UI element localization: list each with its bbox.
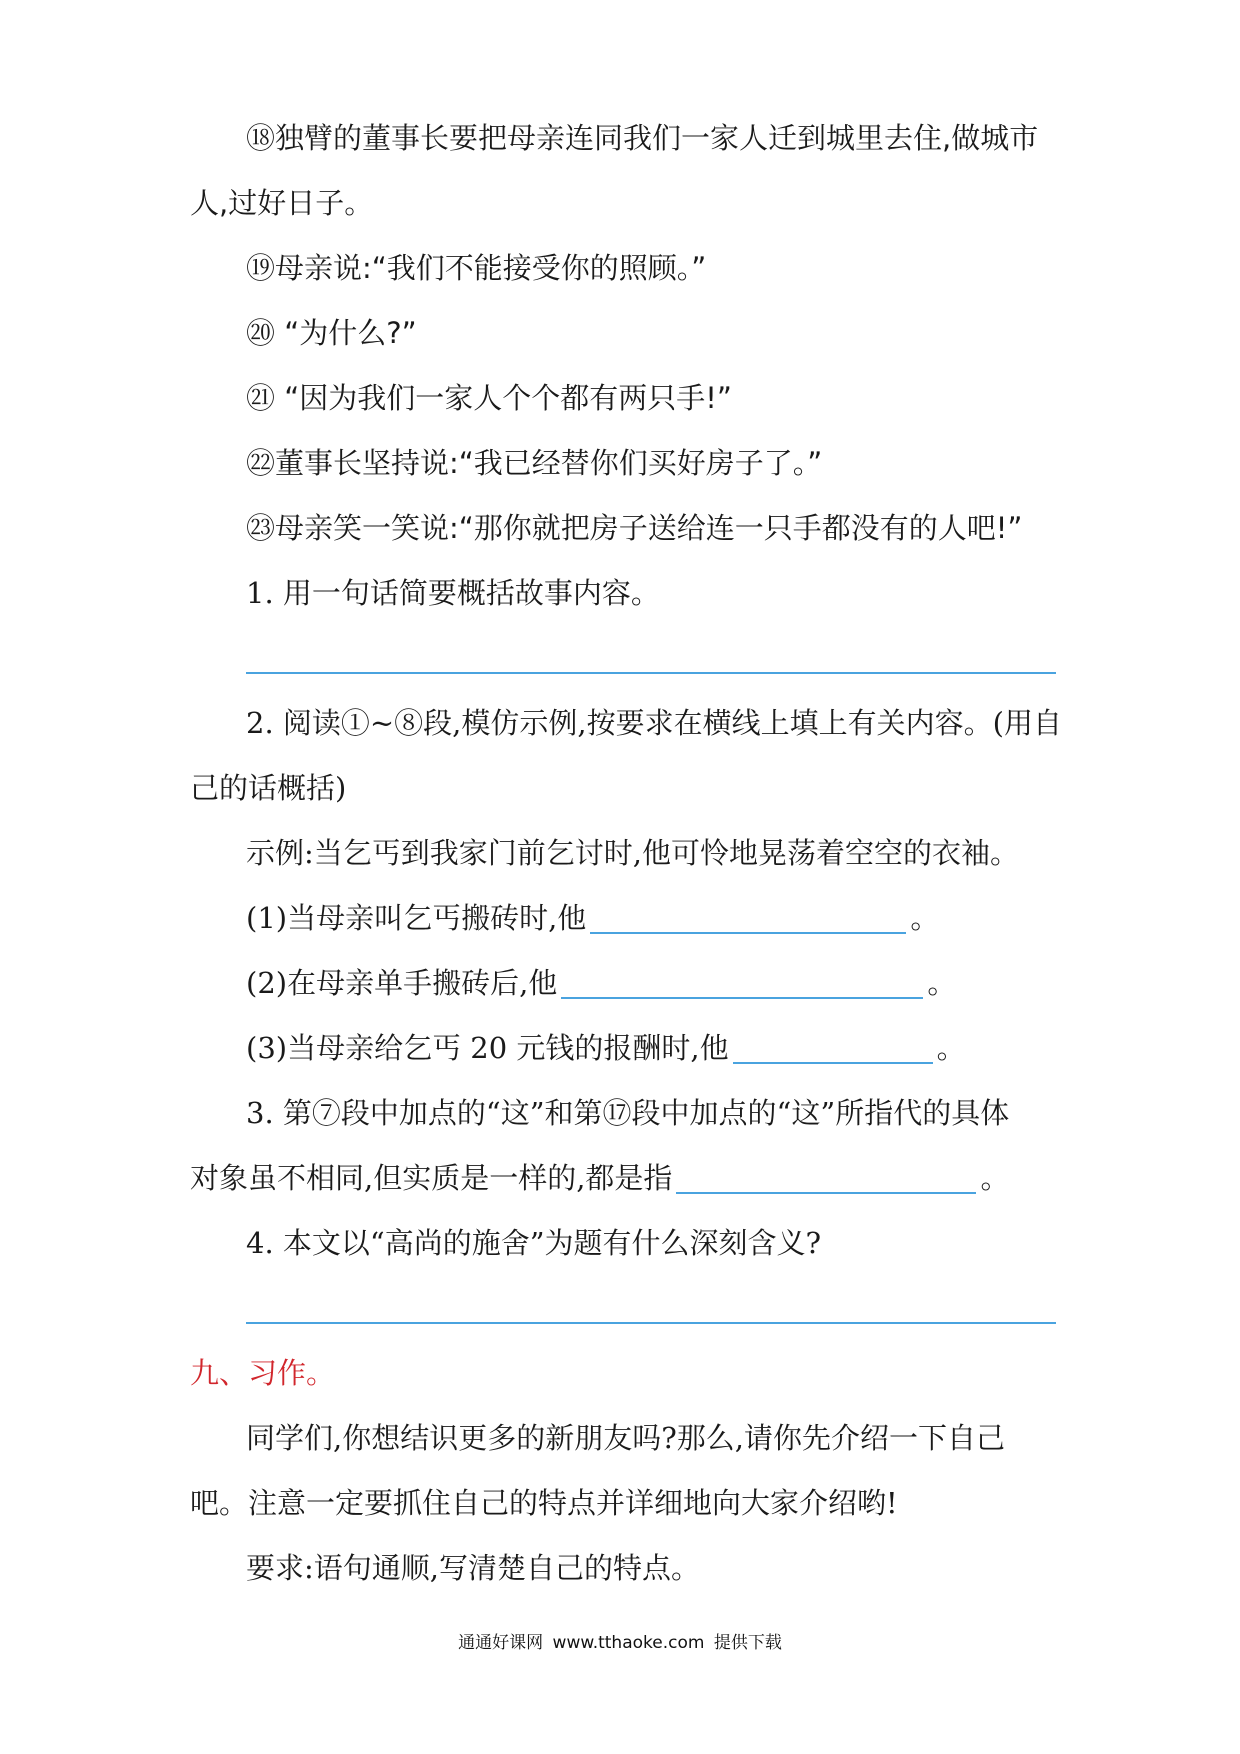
question-2-3-blank[interactable]	[733, 1032, 933, 1064]
question-2-3-period: 。	[936, 1031, 966, 1065]
question-2-1-prefix: (1)当母亲叫乞丐搬砖时,他	[246, 901, 587, 935]
question-3-period: 。	[980, 1161, 1010, 1195]
question-3-line-2	[190, 1158, 1009, 1198]
question-2-3-prefix: (3)当母亲给乞丐 20 元钱的报酬时,他	[246, 1031, 729, 1065]
question-2-2-period: 。	[927, 966, 957, 1000]
question-2-line-2: 己的话概括)	[190, 771, 347, 805]
question-3-line-1: 3. 第⑦段中加点的“这”和第⑰段中加点的“这”所指代的具体	[246, 1096, 1010, 1130]
story-paragraph-22: ㉒董事长坚持说:“我已经替你们买好房子了。”	[246, 446, 823, 480]
question-2-1-blank[interactable]	[590, 902, 906, 934]
question-1: 1. 用一句话简要概括故事内容。	[246, 576, 660, 610]
section-9-line-1: 同学们,你想结识更多的新朋友吗?那么,请你先介绍一下自己	[246, 1421, 1005, 1455]
question-3-blank[interactable]	[676, 1162, 976, 1194]
question-2-1-period: 。	[910, 901, 940, 935]
story-paragraph-20: ⑳ “为什么?”	[246, 316, 417, 350]
section-9-line-2: 吧。注意一定要抓住自己的特点并详细地向大家介绍哟!	[190, 1486, 898, 1520]
question-1-answer-line[interactable]	[246, 672, 1056, 674]
question-4: 4. 本文以“高尚的施舍”为题有什么深刻含义?	[246, 1226, 822, 1260]
question-2-3	[246, 1028, 966, 1068]
question-3-prefix: 对象虽不相同,但实质是一样的,都是指	[190, 1161, 673, 1195]
story-paragraph-18-line-1: ⑱独臂的董事长要把母亲连同我们一家人迁到城里去住,做城市	[246, 121, 1039, 155]
section-9-heading: 九、习作。	[190, 1356, 336, 1390]
story-paragraph-18-line-2: 人,过好日子。	[190, 186, 374, 220]
question-4-answer-line[interactable]	[246, 1322, 1056, 1324]
story-paragraph-23: ㉓母亲笑一笑说:“那你就把房子送给连一只手都没有的人吧!”	[246, 511, 1023, 545]
footer-watermark: 通通好课网 www.tthaoke.com 提供下载	[458, 1633, 782, 1653]
section-9-requirement: 要求:语句通顺,写清楚自己的特点。	[246, 1551, 700, 1585]
question-2-2-blank[interactable]	[561, 967, 923, 999]
question-2-2	[246, 963, 956, 1003]
question-2-2-prefix: (2)在母亲单手搬砖后,他	[246, 966, 558, 1000]
story-paragraph-21: ㉑ “因为我们一家人个个都有两只手!”	[246, 381, 732, 415]
question-2-example: 示例:当乞丐到我家门前乞讨时,他可怜地晃荡着空空的衣袖。	[246, 836, 1019, 870]
question-2-1	[246, 898, 939, 938]
question-2-line-1: 2. 阅读①~⑧段,模仿示例,按要求在横线上填上有关内容。(用自	[246, 706, 1062, 740]
story-paragraph-19: ⑲母亲说:“我们不能接受你的照顾。”	[246, 251, 707, 285]
